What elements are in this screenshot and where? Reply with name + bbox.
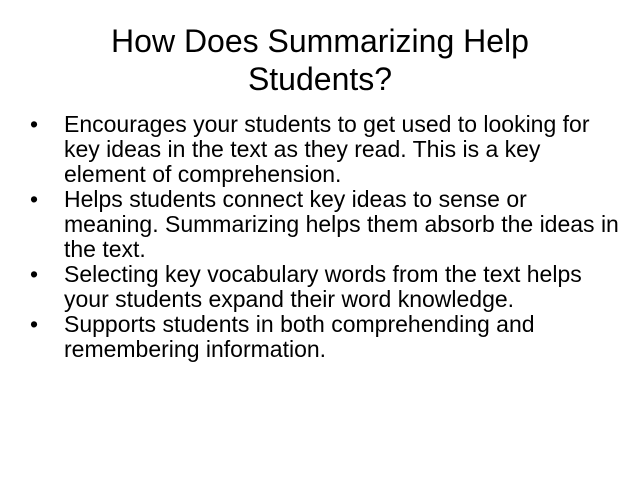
bullet-item [30,187,620,262]
bullet-list [30,112,620,362]
bullet-item [30,112,620,187]
bullet-icon: • [30,186,39,212]
bullet-text: Supports students in both comprehending and remembering information. [64,311,535,362]
bullet-icon: • [30,311,39,337]
bullet-text: Helps students connect key ideas to sense or meaning. Summarizing helps them absorb the ideas in the text. [64,186,619,262]
slide-title [60,22,580,98]
bullet-text: Encourages your students to get used to looking for key ideas in the text as they read. This is a key element of comprehension. [64,111,590,187]
bullet-text: Selecting key vocabulary words from the text helps your students expand their word knowledge. [64,261,582,312]
bullet-item [30,262,620,312]
slide-title-line-2: Students? [247,61,393,97]
bullet-icon: • [30,261,39,287]
slide-title-line-1: How Does Summarizing Help [111,23,529,59]
bullet-item [30,312,620,362]
bullet-icon: • [30,111,39,137]
